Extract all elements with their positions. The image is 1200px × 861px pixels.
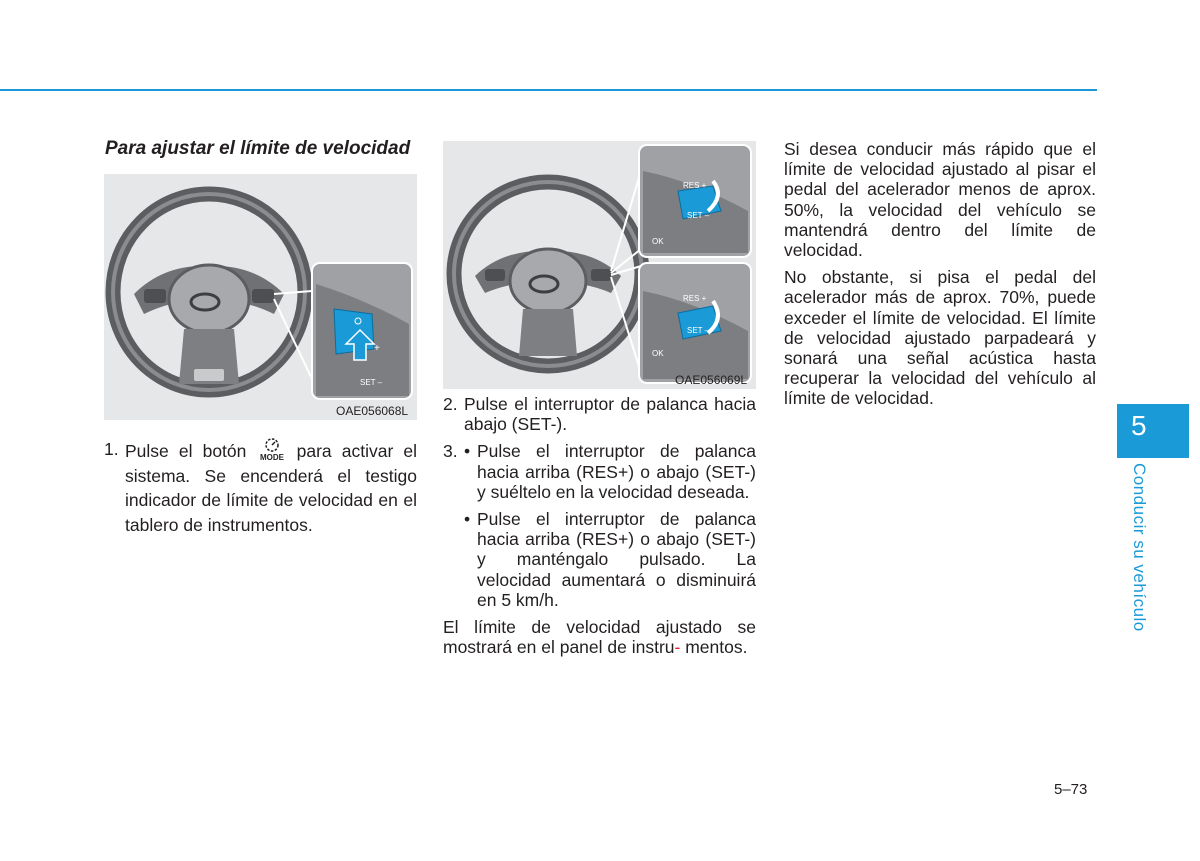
right-paragraph-1: Si desea conducir más rápido que el límite de velocidad ajustado al pisar el pedal del acelerador menos de aprox. 50%, la velocidad del vehículo se mantendrá dentro del límite de velocidad. [784,139,1096,261]
after-note [443,617,756,657]
step-3-bullet-2 [443,509,756,610]
res-label-bottom: RES + [683,294,707,303]
middle-column [443,394,756,657]
top-rule [0,89,1097,91]
steering-wheel-figure-middle [443,141,756,389]
chapter-tab [1117,404,1189,458]
steering-wheel-figure-left [104,174,417,420]
step-number: 2. [443,394,458,414]
set-label: SET – [360,378,383,387]
page-number: 5–73 [1054,781,1088,798]
plus-label: + [374,343,380,354]
after-note-text: El límite de velocidad ajustado se mostrará en el panel de instru [443,617,756,658]
after-note-end: mentos. [685,637,748,658]
figure-code: OAE056069L [675,373,748,387]
bullet-dot: • [464,509,471,530]
set-label-bottom: SET – [687,326,710,335]
step-1-text-after: para activar el sistema. Se encenderá el testigo indicador de límite de velocidad en el tablero de instrumentos. [125,441,417,535]
ok-label-bottom: OK [652,349,664,358]
step-2 [443,394,756,434]
res-label-top: RES + [683,181,707,190]
ok-label-top: OK [652,237,664,246]
right-column [784,139,1096,409]
set-label-top: SET – [687,211,710,220]
step-1 [104,437,417,537]
step-3 [443,441,756,502]
chapter-title: Conducir su vehículo [1130,463,1149,632]
mode-button-icon [257,437,287,463]
chapter-number: 5 [1131,410,1147,441]
section-heading: Para ajustar el límite de velocidad [105,138,411,159]
step-3-bullet-1: Pulse el interruptor de palanca hacia arriba (RES+) o abajo (SET-) y suéltelo en la velocidad deseada. [477,441,756,502]
steering-wheel-controls-illustration [443,141,756,389]
bullet-dot: • [464,441,471,462]
step-1-text-before: Pulse el botón [125,441,247,461]
figure-code: OAE056068L [336,404,409,418]
left-column [104,437,417,537]
mode-icon-label: MODE [259,453,284,462]
step-2-text: Pulse el interruptor de palanca hacia abajo (SET-). [464,394,756,435]
step-number: 3. [443,441,458,462]
right-paragraph-2: No obstante, si pisa el pedal del acelerador más de aprox. 70%, puede exceder el límite de velocidad. El límite de velocidad ajustado parpadeará y sonará una señal acústica hasta recuperar la velocidad del vehículo al límite de velocidad. [784,267,1096,409]
hyphen-mark: - [674,637,681,658]
step-number: 1. [104,439,119,459]
step-3-bullet-2-text: Pulse el interruptor de palanca hacia arriba (RES+) o abajo (SET-) y manténgalo pulsado. La velocidad aumentará o disminuirá en 5 km/h. [477,509,756,610]
